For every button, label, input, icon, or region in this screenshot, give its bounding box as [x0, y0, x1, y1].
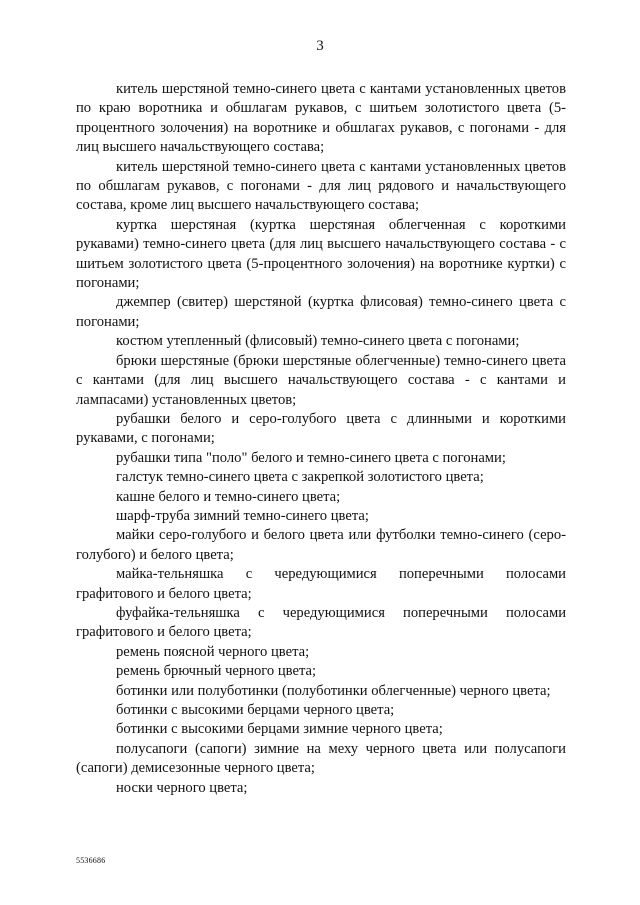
list-item: фуфайка-тельняшка с чередующимися поперечными полосами графитового и белого цвета;	[76, 604, 566, 641]
list-item: рубашки белого и серо-голубого цвета с длинными и короткими рукавами, с погонами;	[76, 410, 566, 447]
document-code: 5536686	[76, 856, 106, 865]
list-item: брюки шерстяные (брюки шерстяные облегченные) темно-синего цвета с кантами (для лиц высшего начальствующего состава - с кантами и лампасами) установленных цветов;	[76, 352, 566, 408]
list-item: китель шерстяной темно-синего цвета с кантами установленных цветов по обшлагам рукавов, с погонами - для лиц рядового и начальствующего состава, кроме лиц высшего начальствующего состава;	[76, 158, 566, 214]
list-item: кашне белого и темно-синего цвета;	[116, 488, 341, 505]
list-item: ремень поясной черного цвета;	[116, 643, 310, 660]
list-item: майки серо-голубого и белого цвета или футболки темно-синего (серо-голубого) и белого цвета;	[76, 527, 566, 563]
list-item: китель шерстяной темно-синего цвета с кантами установленных цветов по краю воротника и обшлагам рукавов, с шитьем золотистого цвета (5-процентного золочения) на воротнике и обшлагах рукавов, с погонами - для лиц высшего начальствующего состава;	[76, 81, 566, 156]
list-item: куртка шерстяная (куртка шерстяная облегченная с короткими рукавами) темно-синего цвета (для лиц высшего начальствующего состава - с шитьем золотистого цвета (5-процентного золочения) на воротнике куртки) с погонами;	[76, 216, 566, 292]
list-item: майка-тельняшка с чередующимися поперечными полосами графитового и белого цвета;	[76, 566, 566, 602]
list-item: носки черного цвета;	[116, 779, 248, 796]
list-item: шарф-труба зимний темно-синего цвета;	[116, 507, 369, 524]
list-item: костюм утепленный (флисовый) темно-синего цвета с погонами;	[116, 333, 520, 350]
page-number: 3	[316, 38, 324, 54]
list-item: джемпер (свитер) шерстяной (куртка флисовая) темно-синего цвета с погонами;	[76, 294, 566, 330]
list-item: ботинки с высокими берцами черного цвета;	[116, 702, 395, 718]
list-item: рубашки типа "поло" белого и темно-синего цвета с погонами;	[116, 449, 506, 466]
list-item: ботинки с высокими берцами зимние черного цвета;	[116, 721, 443, 738]
list-item: полусапоги (сапоги) зимние на меху черного цвета или полусапоги (сапоги) демисезонные черного цвета;	[76, 740, 566, 777]
document-body	[76, 80, 566, 798]
list-item: ремень брючный черного цвета;	[116, 663, 317, 680]
list-item: ботинки или полуботинки (полуботинки облегченные) черного цвета;	[116, 682, 551, 699]
list-item: галстук темно-синего цвета с закрепкой золотистого цвета;	[116, 469, 484, 486]
